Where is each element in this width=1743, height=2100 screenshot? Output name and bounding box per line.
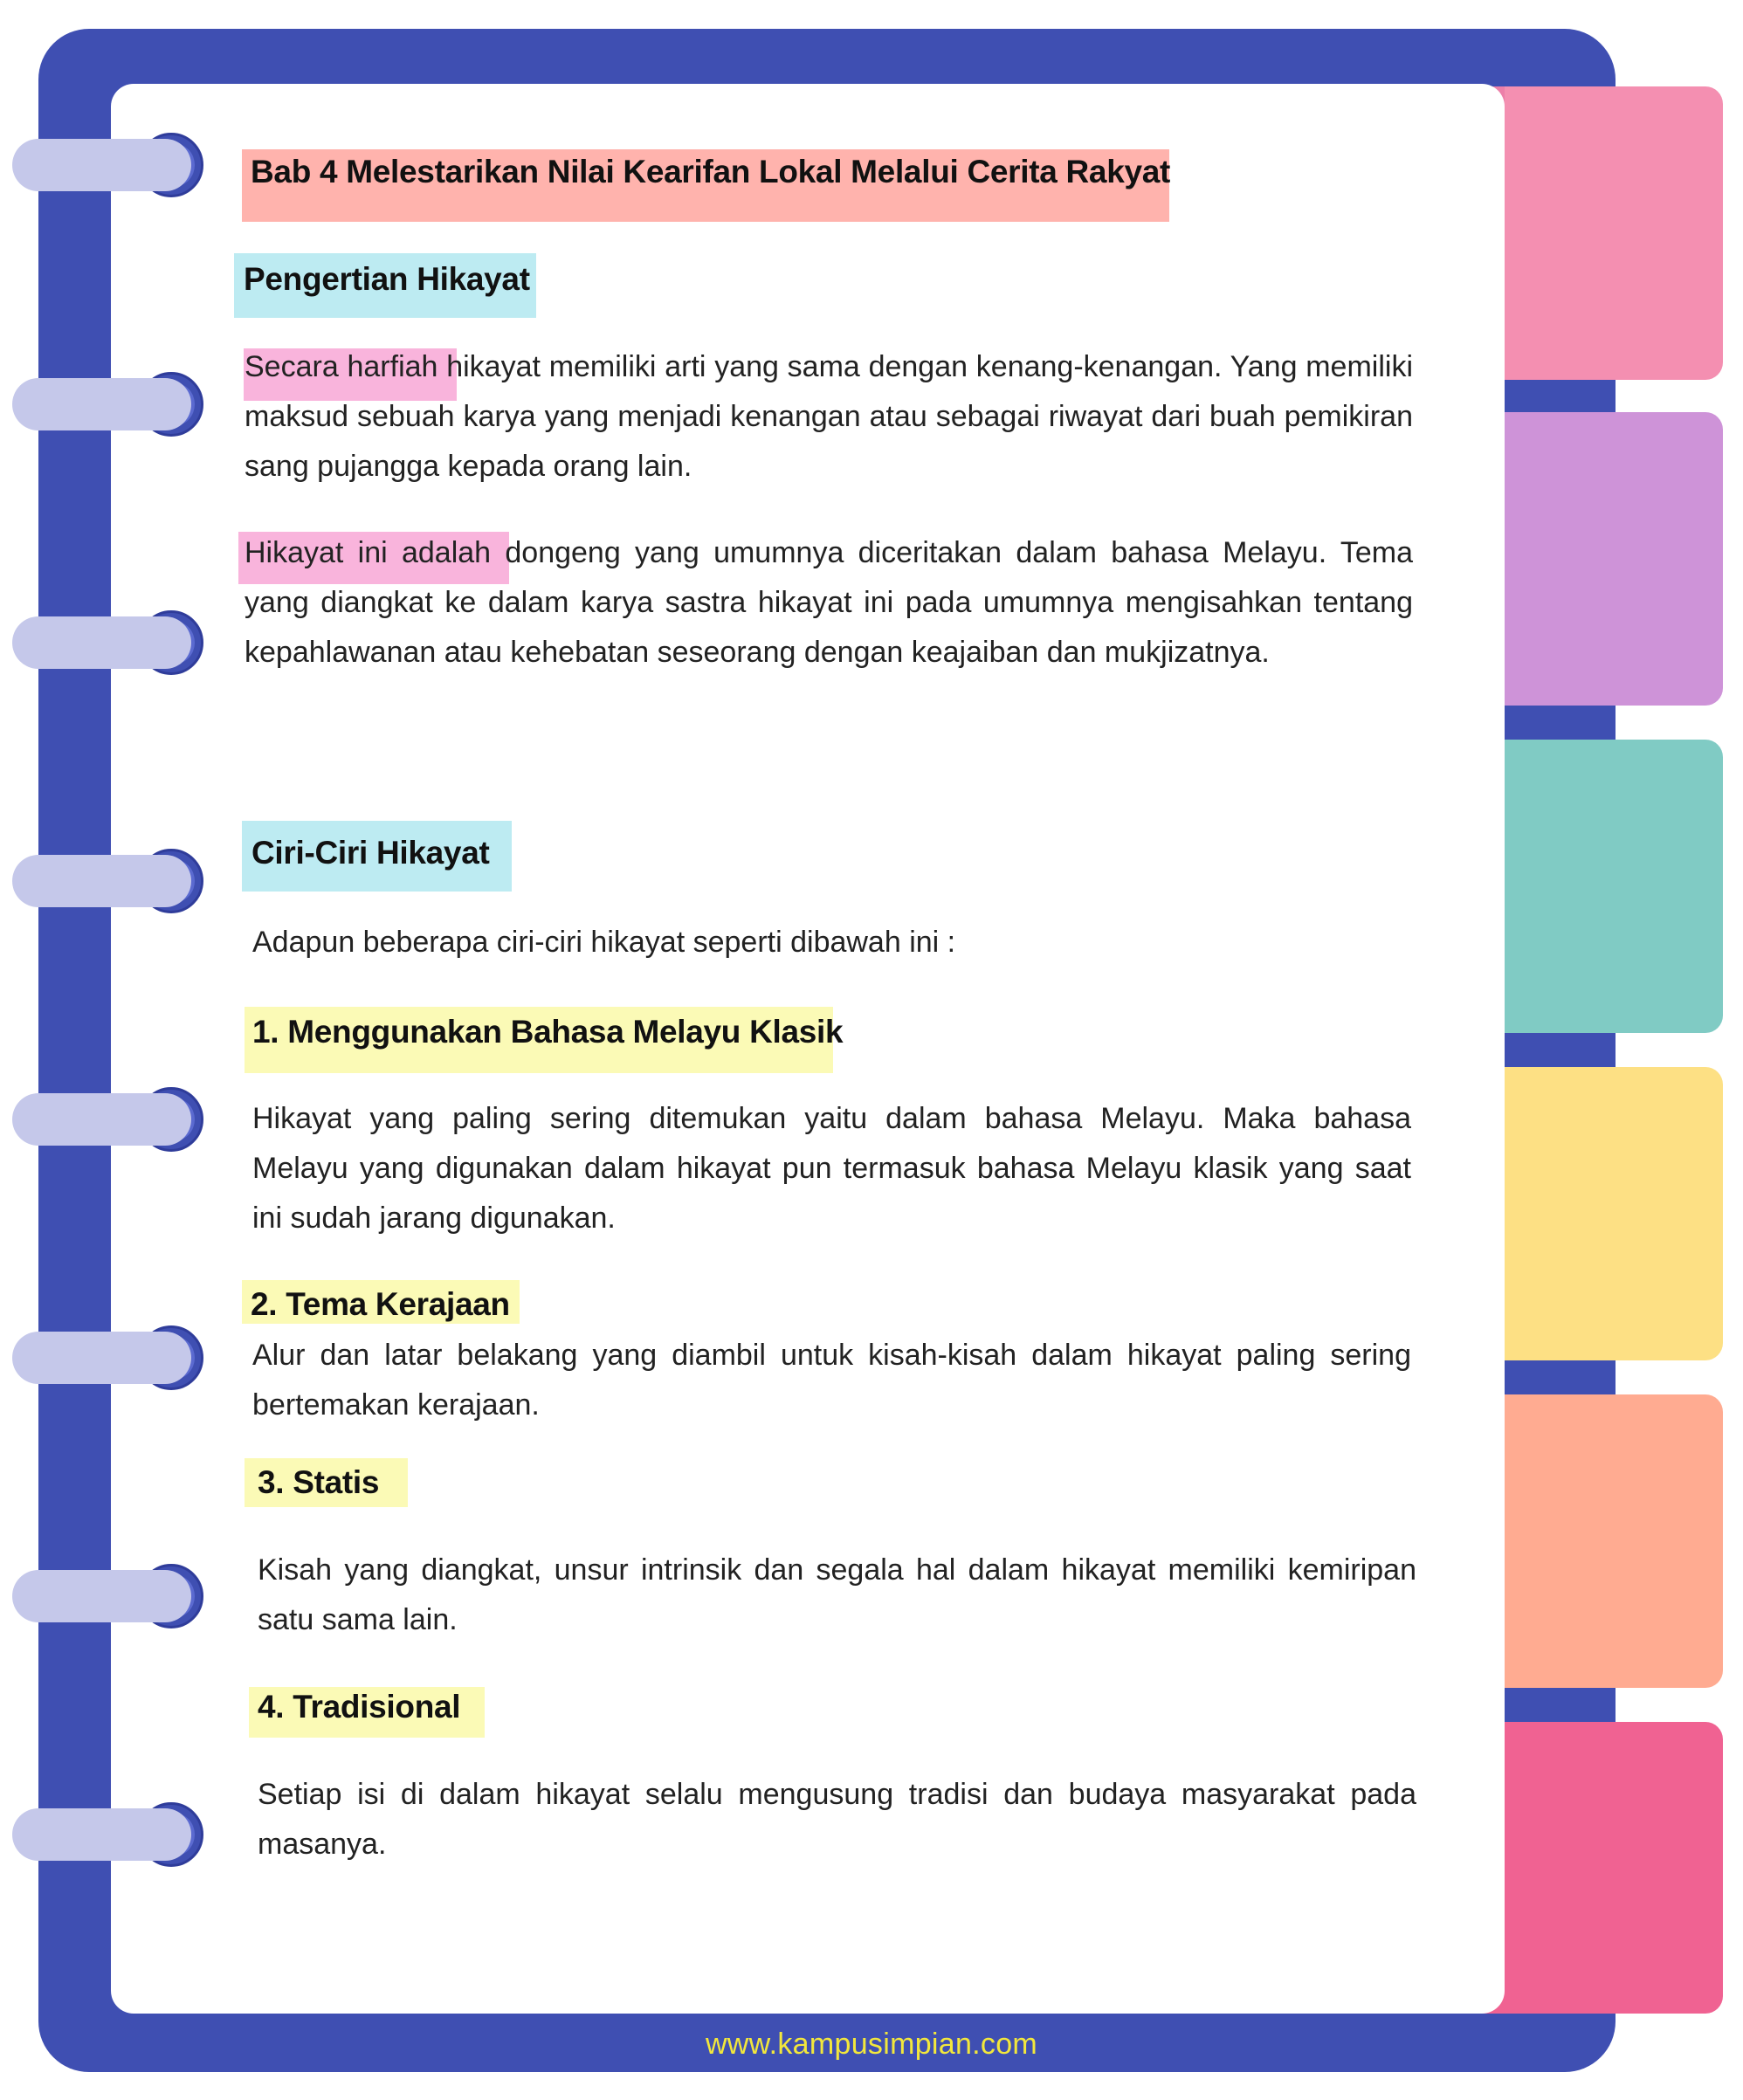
- binder-ring: [12, 1564, 218, 1628]
- item-title-2: 2. Tema Kerajaan: [251, 1286, 510, 1322]
- item-title-3: 3. Statis: [258, 1464, 380, 1500]
- highlighted-phrase: Secara harfiah: [245, 350, 438, 383]
- item-text-2: Alur dan latar belakang yang diambil untuk kisah-kisah dalam hikayat paling sering bertemakan kerajaan.: [252, 1339, 1411, 1422]
- binder-ring: [12, 372, 218, 437]
- binder-ring: [12, 133, 218, 197]
- item-text-3: Kisah yang diangkat, unsur intrinsik dan segala hal dalam hikayat memiliki kemiripan satu sama lain.: [258, 1553, 1416, 1636]
- binder-ring: [12, 610, 218, 675]
- page-title: Bab 4 Melestarikan Nilai Kearifan Lokal Melalui Cerita Rakyat: [251, 154, 1171, 189]
- paragraph-pengertian-2: [245, 528, 1413, 678]
- item-text-4: Setiap isi di dalam hikayat selalu mengusung tradisi dan budaya masyarakat pada masanya.: [258, 1778, 1416, 1861]
- binder-ring: [12, 1802, 218, 1867]
- website-footer[interactable]: www.kampusimpian.com: [705, 2028, 1038, 2061]
- paragraph-text: dongeng yang umumnya diceritakan dalam bahasa Melayu. Tema yang diangkat ke dalam karya sastra hikayat ini pada umumnya mengisahkan tentang kepahlawanan atau kehebatan seseorang dengan keajaiban dan mukjizatnya.: [245, 536, 1413, 669]
- item-title-1: 1. Menggunakan Bahasa Melayu Klasik: [252, 1014, 844, 1050]
- binder-ring: [12, 1325, 218, 1390]
- section-heading-pengertian: Pengertian Hikayat: [244, 261, 530, 297]
- highlighted-phrase: Hikayat ini adalah: [245, 536, 492, 569]
- paragraph-text: hikayat memiliki arti yang sama dengan kenang-kenangan. Yang memiliki maksud sebuah karya yang menjadi kenangan atau sebagai riwayat dari buah pemikiran sang pujangga kepada orang lain.: [245, 350, 1414, 483]
- item-title-4: 4. Tradisional: [258, 1689, 461, 1725]
- section-heading-ciri: Ciri-Ciri Hikayat: [251, 835, 490, 871]
- binder-ring: [12, 1087, 218, 1152]
- item-text-1: Hikayat yang paling sering ditemukan yaitu dalam bahasa Melayu. Maka bahasa Melayu yang digunakan dalam hikayat pun termasuk bahasa Melayu klasik yang saat ini sudah jarang digunakan.: [252, 1102, 1411, 1235]
- paragraph-pengertian-1: [245, 342, 1413, 492]
- section-intro: Adapun beberapa ciri-ciri hikayat seperti dibawah ini :: [252, 926, 956, 959]
- binder-ring: [12, 849, 218, 913]
